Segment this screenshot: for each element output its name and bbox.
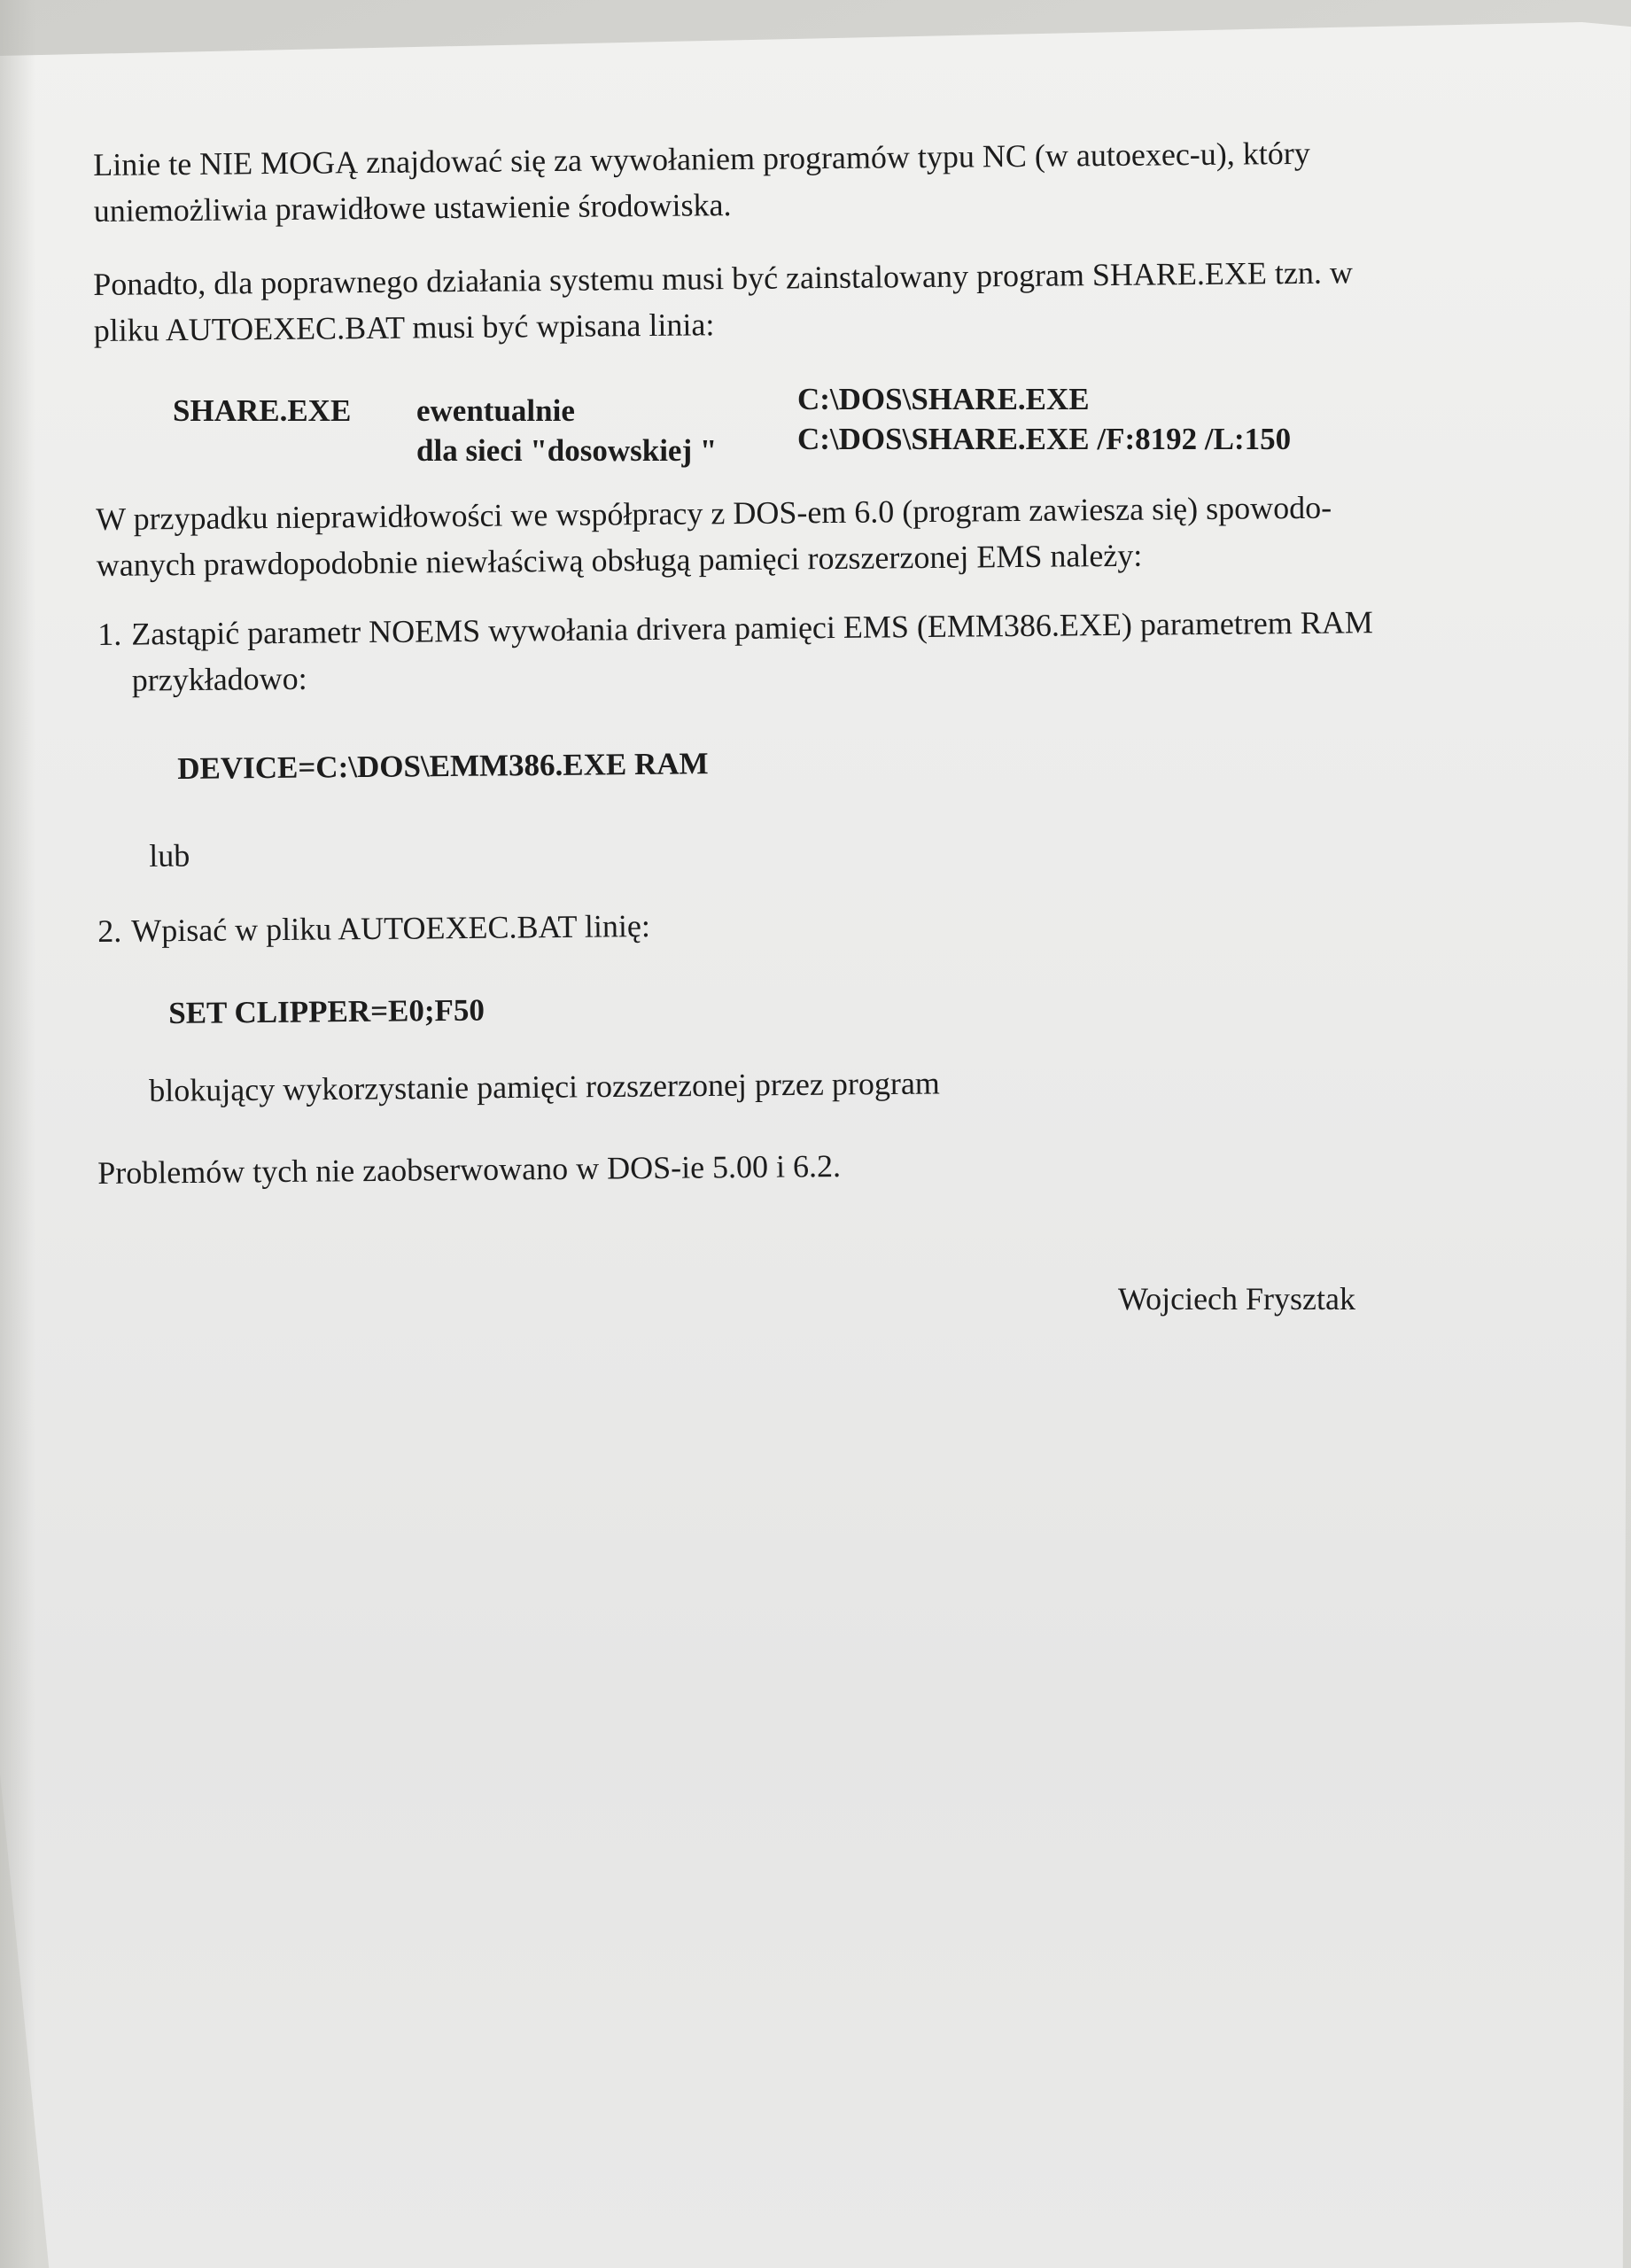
step-2 [97, 903, 650, 954]
step-2-note: blokujący wykorzystanie pamięci rozszerzonej przez program [149, 1065, 941, 1108]
step-1-number: 1. [97, 616, 122, 652]
paragraph-3-line-2: wanych prawdopodobnie niewłaściwą obsługą pamięci rozszerzonej EMS należy: [96, 537, 1143, 583]
paragraph-1-line-2: uniemożliwia prawidłowe ustawienie środowiska. [93, 187, 732, 229]
step-1-line-2: przykładowo: [131, 660, 307, 698]
or-text: lub [149, 837, 190, 874]
paragraph-2-line-1: Ponadto, dla poprawnego działania systemu musi być zainstalowany program SHARE.EXE tzn. w [93, 254, 1354, 302]
set-clipper-command: SET CLIPPER=E0;F50 [168, 992, 485, 1030]
closing-paragraph: Problemów tych nie zaobserwowano w DOS-ie 5.00 i 6.2. [97, 1147, 842, 1191]
paragraph-3 [96, 485, 1332, 588]
paragraph-1 [93, 130, 1311, 234]
share-command-2: C:\DOS\SHARE.EXE /F:8192 /L:150 [797, 422, 1292, 456]
step-2-line-1: Wpisać w pliku AUTOEXEC.BAT linię: [131, 908, 651, 949]
device-command: DEVICE=C:\DOS\EMM386.EXE RAM [177, 746, 709, 786]
paragraph-1-line-1: Linie te NIE MOGĄ znajdować się za wywołaniem programów typu NC (w autoexec-u), który [93, 135, 1310, 183]
paragraph-2-line-2: pliku AUTOEXEC.BAT musi być wpisana linia: [93, 307, 715, 348]
paragraph-2 [93, 249, 1354, 353]
share-command-1: C:\DOS\SHARE.EXE [797, 382, 1090, 416]
share-option-2: dla sieci "dosowskiej " [416, 433, 718, 468]
step-1 [97, 599, 1374, 703]
step-1-line-1: Zastąpić parametr NOEMS wywołania drivera pamięci EMS (EMM386.EXE) parametrem RAM [131, 604, 1373, 652]
paragraph-3-line-1: W przypadku nieprawidłowości we współpracy z DOS-em 6.0 (program zawiesza się) spowodo- [96, 489, 1332, 537]
signature: Wojciech Frysztak [1118, 1281, 1356, 1317]
share-exe-label: SHARE.EXE [173, 393, 352, 428]
step-2-number: 2. [97, 913, 122, 949]
share-option-1: ewentualnie [416, 393, 575, 428]
